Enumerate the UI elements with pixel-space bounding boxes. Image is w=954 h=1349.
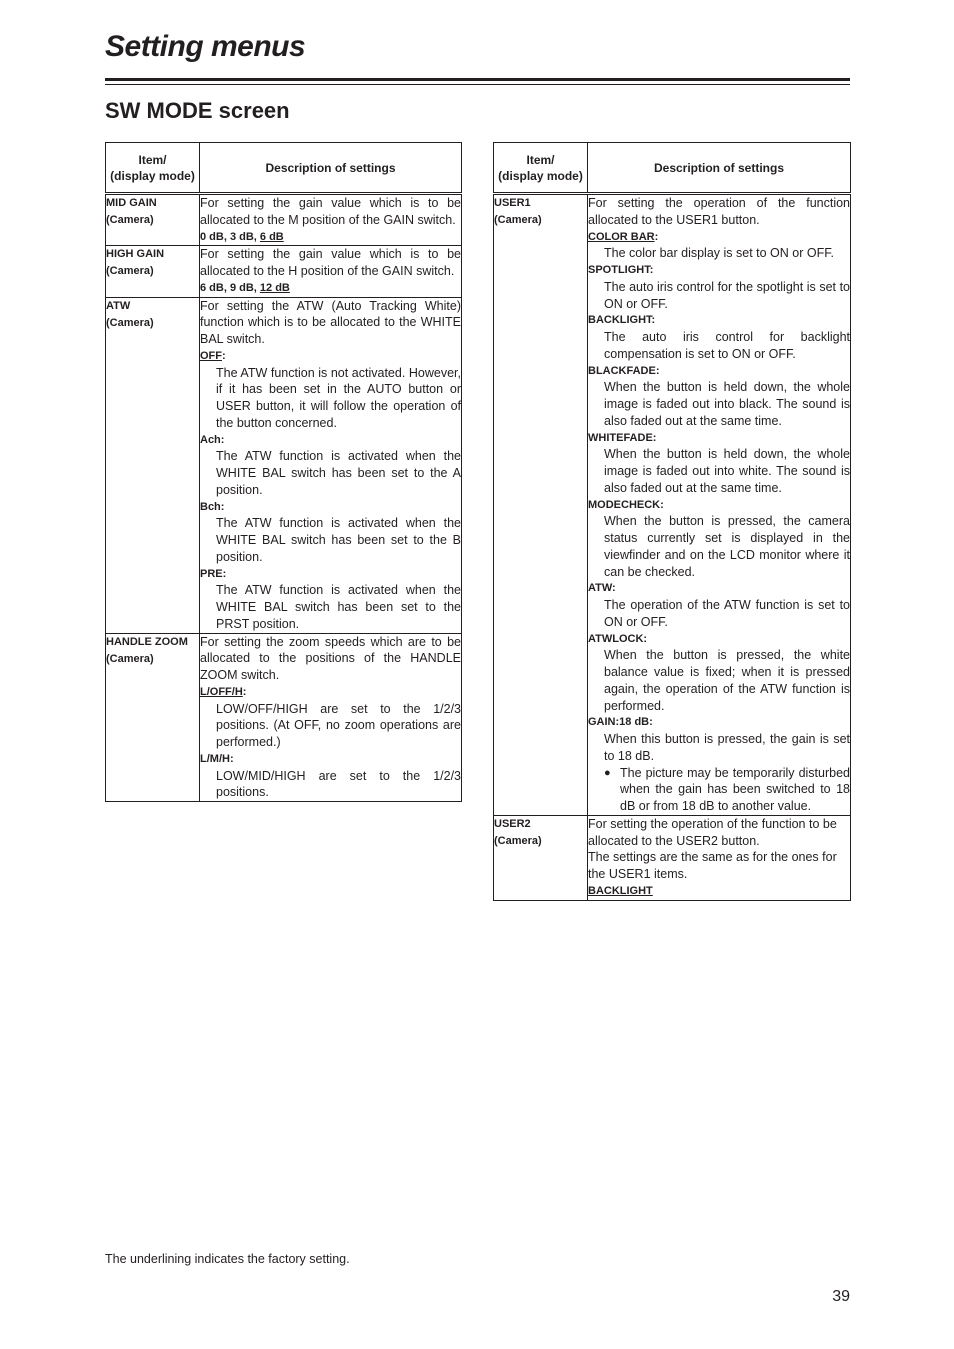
- page-number: 39: [832, 1288, 850, 1305]
- description-text: For setting the ATW (Auto Tracking White) function which is to be allocated to the WHITE BAL switch.: [200, 298, 461, 346]
- description-text: For setting the gain value which is to be allocated to the M position of the GAIN switch.: [200, 196, 461, 227]
- option-colon: :: [654, 230, 659, 243]
- item-mode: (Camera): [106, 316, 154, 329]
- option-label: PRE:: [200, 567, 227, 580]
- factory-default-option: COLOR BAR: [588, 230, 655, 243]
- factory-default-value: 12 dB: [259, 281, 290, 294]
- table-header-row: [494, 143, 851, 194]
- description-cell: [200, 633, 462, 802]
- option-text: The ATW function is activated when the WHITE BAL switch has been set to the PRST position.: [216, 583, 461, 631]
- option-text: The ATW function is activated when the WHITE BAL switch has been set to the A position.: [216, 449, 461, 497]
- option-text: The operation of the ATW function is set to ON or OFF.: [604, 598, 850, 629]
- description-text: The settings are the same as for the ones for the USER1 items.: [588, 850, 837, 881]
- option-label: WHITEFADE:: [588, 431, 657, 444]
- option-label: [200, 348, 461, 365]
- option-label: MODECHECK:: [588, 498, 664, 511]
- item-cell: [494, 194, 588, 816]
- description-column-header: Description of settings: [200, 143, 462, 194]
- description-cell: [588, 815, 851, 900]
- table-row: [106, 297, 462, 633]
- page-title: Setting menus: [105, 30, 306, 63]
- item-name: USER2: [494, 817, 531, 830]
- title-rule-thick: [105, 78, 850, 81]
- title-rule-thin: [105, 84, 850, 85]
- option-label: ATWLOCK:: [588, 632, 648, 645]
- description-text: For setting the operation of the function to be allocated to the USER2 button.: [588, 816, 837, 848]
- option-label: SPOTLIGHT:: [588, 264, 654, 276]
- option-text: When the button is pressed, the white balance value is fixed; when it is pressed again, the operation of the ATW function is performed.: [604, 648, 850, 713]
- value-list: [200, 280, 461, 297]
- option-label: GAIN:18 dB:: [588, 716, 653, 729]
- bullet-icon: ●: [604, 766, 611, 779]
- value-options: 0 dB, 3 dB,: [200, 230, 260, 243]
- item-name: USER1: [494, 197, 531, 209]
- option-text: The ATW function is activated when the WHITE BAL switch has been set to the B position.: [216, 516, 461, 564]
- option-text: When this button is pressed, the gain is set to 18 dB.: [604, 732, 850, 763]
- option-text: LOW/MID/HIGH are set to the 1/2/3 positions.: [216, 768, 461, 800]
- section-title: SW MODE screen: [105, 98, 290, 123]
- factory-default-value: BACKLIGHT: [588, 884, 653, 897]
- description-text: For setting the zoom speeds which are to be allocated to the positions of the HANDLE ZOOM switch.: [200, 634, 461, 682]
- item-cell: [106, 297, 200, 633]
- table-header-row: [106, 143, 462, 194]
- item-cell: [106, 633, 200, 802]
- table-row: [106, 194, 462, 246]
- option-label: Ach:: [200, 433, 225, 446]
- item-cell: [106, 194, 200, 246]
- factory-default-option: OFF: [200, 349, 222, 362]
- factory-default-option: L/OFF/H: [200, 685, 243, 698]
- option-text: The ATW function is not activated. However, if it has been set in the AUTO button or USER button, it will follow the operation of the button concerned.: [216, 365, 461, 430]
- table-row: [494, 194, 851, 816]
- item-mode: (Camera): [106, 652, 154, 665]
- item-name: HIGH GAIN: [106, 248, 165, 261]
- description-cell: [588, 194, 851, 816]
- settings-table-left: [105, 142, 462, 802]
- description-cell: [200, 297, 462, 633]
- option-label: ATW:: [588, 582, 616, 595]
- item-name: ATW: [106, 299, 131, 312]
- option-text: LOW/OFF/HIGH are set to the 1/2/3 positions. (At OFF, no zoom operations are performed.): [216, 701, 461, 749]
- description-text: For setting the operation of the function allocated to the USER1 button.: [588, 196, 850, 227]
- option-text: The color bar display is set to ON or OFF.: [604, 246, 834, 261]
- value-options: 6 dB, 9 dB,: [200, 281, 260, 294]
- table-row: [106, 633, 462, 802]
- display-mode-header-label: (display mode): [110, 168, 195, 183]
- item-mode: (Camera): [494, 214, 542, 226]
- table-row: [494, 815, 851, 900]
- value-list: [200, 229, 461, 246]
- item-name: HANDLE ZOOM: [106, 635, 188, 648]
- item-mode: (Camera): [106, 214, 154, 226]
- item-column-header: [494, 143, 588, 194]
- description-cell: [200, 194, 462, 246]
- option-label: BACKLIGHT:: [588, 314, 656, 327]
- option-colon: :: [222, 349, 226, 362]
- settings-table-right: [493, 142, 851, 901]
- option-label: Bch:: [200, 500, 225, 513]
- description-cell: [200, 246, 462, 297]
- item-header-label: Item/: [138, 152, 167, 167]
- option-label: [588, 229, 850, 246]
- option-colon: :: [242, 685, 247, 698]
- item-header-label: Item/: [526, 152, 555, 167]
- option-label: L/M/H:: [200, 752, 234, 765]
- note-text: The picture may be temporarily disturbed when the gain has been switched to 18 dB or from 18 dB to another value.: [620, 765, 850, 813]
- description-column-header: Description of settings: [588, 143, 851, 194]
- item-mode: (Camera): [494, 834, 542, 847]
- item-column-header: [106, 143, 200, 194]
- factory-default-value: 6 dB: [259, 230, 284, 243]
- option-text: When the button is pressed, the camera status currently set is displayed in the viewfinder and on the LCD monitor where it can be checked.: [604, 514, 850, 579]
- description-text: For setting the gain value which is to be allocated to the H position of the GAIN switch.: [200, 247, 461, 278]
- option-text: When the button is held down, the whole image is faded out into white. The sound is also faded out at the same time.: [604, 447, 850, 495]
- option-text: The auto iris control for backlight compensation is set to ON or OFF.: [604, 330, 850, 361]
- table-row: [106, 246, 462, 297]
- option-label: [200, 684, 461, 701]
- item-cell: [494, 815, 588, 900]
- option-text: When the button is held down, the whole image is faded out into black. The sound is also faded out at the same time.: [604, 380, 850, 428]
- display-mode-header-label: (display mode): [498, 168, 583, 183]
- item-name: MID GAIN: [106, 197, 157, 209]
- item-mode: (Camera): [106, 265, 154, 278]
- footnote: The underlining indicates the factory setting.: [105, 1252, 350, 1266]
- note-bullet: [588, 765, 850, 815]
- option-text: The auto iris control for the spotlight is set to ON or OFF.: [604, 279, 850, 311]
- option-label: BLACKFADE:: [588, 364, 660, 377]
- item-cell: [106, 246, 200, 297]
